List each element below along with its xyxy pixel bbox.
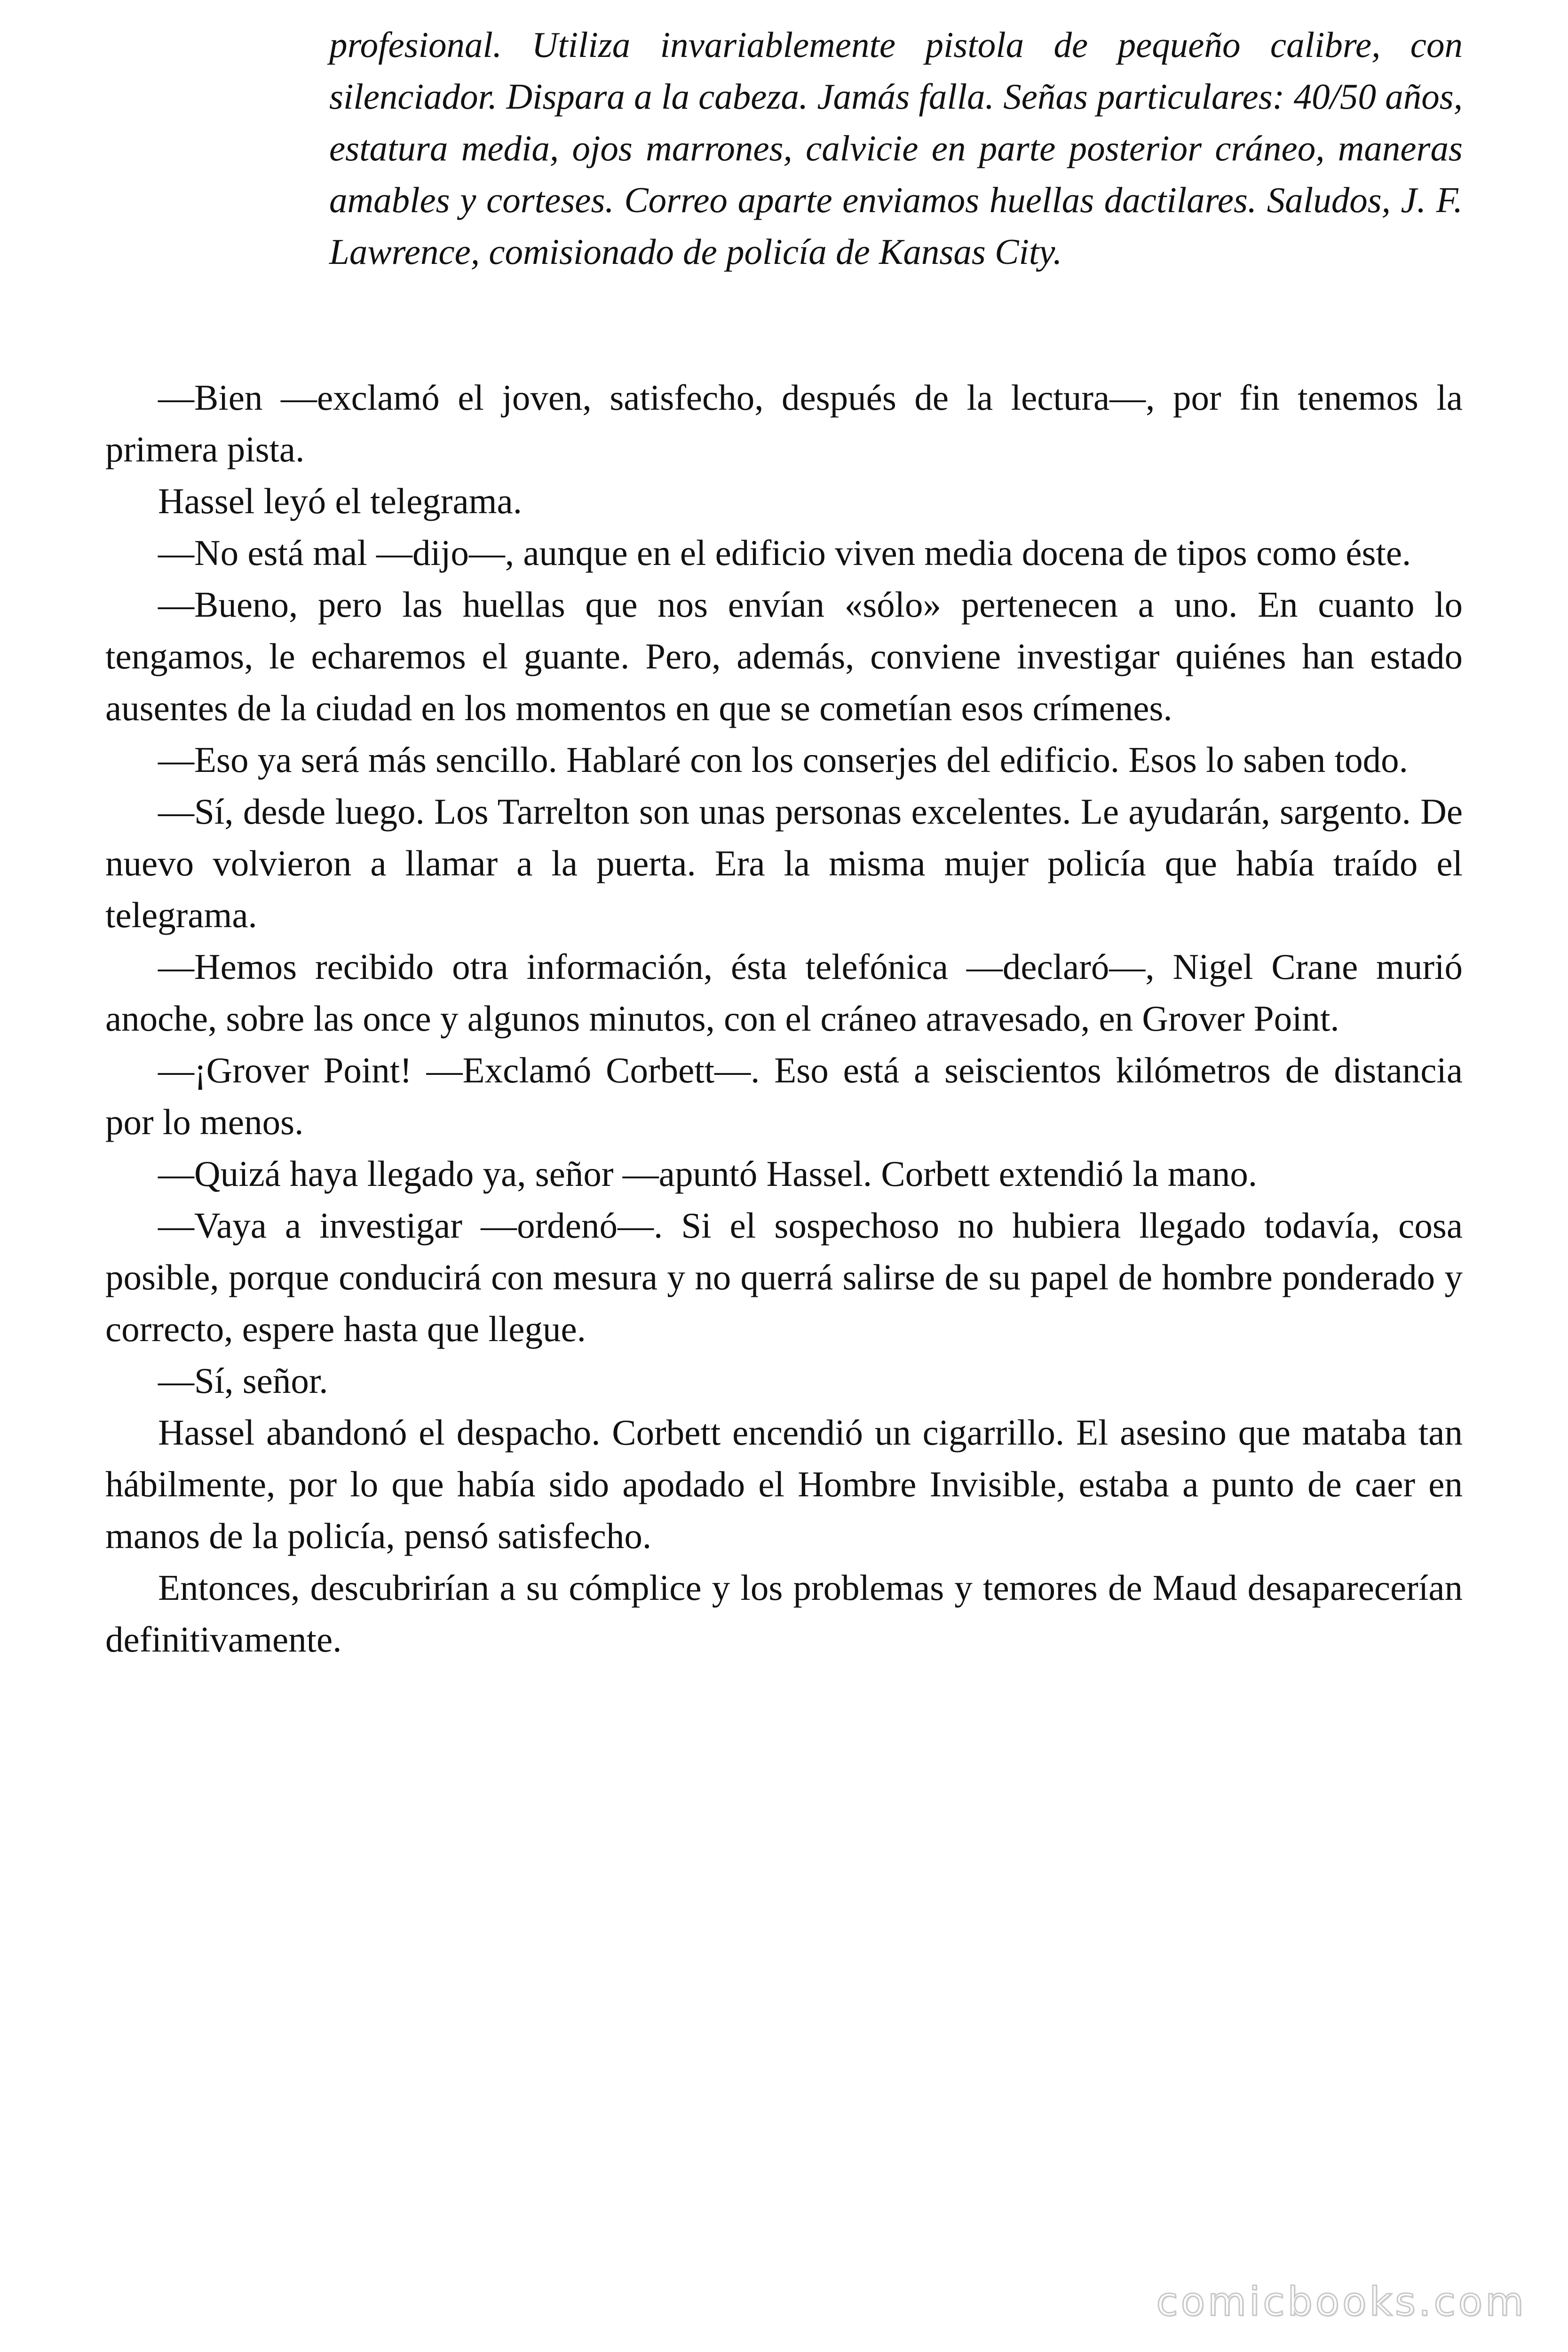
paragraph: —Bien —exclamó el joven, satisfecho, después de la lectura—, por fin tenemos la primera pista. xyxy=(105,377,1463,469)
paragraph: —Sí, desde luego. Los Tarrelton son unas personas excelentes. Le ayudarán, sargento. De nuevo volvieron a llamar a la puerta. Era la misma mujer policía que había traído el telegrama. xyxy=(105,791,1463,935)
watermark: comicbooks.com xyxy=(1156,2279,1527,2325)
paragraph: Entonces, descubrirían a su cómplice y los problemas y temores de Maud desaparecerían definitivamente. xyxy=(105,1567,1463,1660)
paragraph: —Vaya a investigar —ordenó—. Si el sospechoso no hubiera llegado todavía, cosa posible, porque conducirá con mesura y no querrá salirse de su papel de hombre ponderado y correcto, espere hasta que llegue. xyxy=(105,1205,1463,1349)
paragraph: —¡Grover Point! —Exclamó Corbett—. Eso está a seiscientos kilómetros de distancia por lo menos. xyxy=(105,1050,1463,1142)
paragraph: Hassel leyó el telegrama. xyxy=(158,481,522,521)
body-text xyxy=(105,372,1463,1665)
paragraph: —Bueno, pero las huellas que nos envían «sólo» pertenecen a uno. En cuanto lo tengamos, le echaremos el guante. Pero, además, conviene investigar quiénes han estado ausentes de la ciudad en los momentos en que se cometían esos crímenes. xyxy=(105,584,1463,728)
paragraph: —Sí, señor. xyxy=(158,1360,328,1401)
paragraph: Hassel abandonó el despacho. Corbett encendió un cigarrillo. El asesino que mataba tan hábilmente, por lo que había sido apodado el Hombre Invisible, estaba a punto de caer en manos de la policía, pensó satisfecho. xyxy=(105,1412,1463,1556)
paragraph: —Eso ya será más sencillo. Hablaré con los conserjes del edificio. Esos lo saben todo. xyxy=(158,739,1408,780)
telegram-quote: profesional. Utiliza invariablemente pistola de pequeño calibre, con silenciador. Dispara a la cabeza. Jamás falla. Señas particulares: 40/50 años, estatura media, ojos marrones, calvicie en parte posterior cráneo, maneras amables y corteses. Correo aparte enviamos huellas dactilares. Saludos, J. F. Lawrence, comisionado de policía de Kansas City. xyxy=(329,24,1463,272)
paragraph: —Quizá haya llegado ya, señor —apuntó Hassel. Corbett extendió la mano. xyxy=(158,1153,1258,1194)
paragraph: —No está mal —dijo—, aunque en el edificio viven media docena de tipos como éste. xyxy=(158,532,1411,573)
paragraph: —Hemos recibido otra información, ésta telefónica —declaró—, Nigel Crane murió anoche, sobre las once y algunos minutos, con el cráneo atravesado, en Grover Point. xyxy=(105,946,1463,1039)
